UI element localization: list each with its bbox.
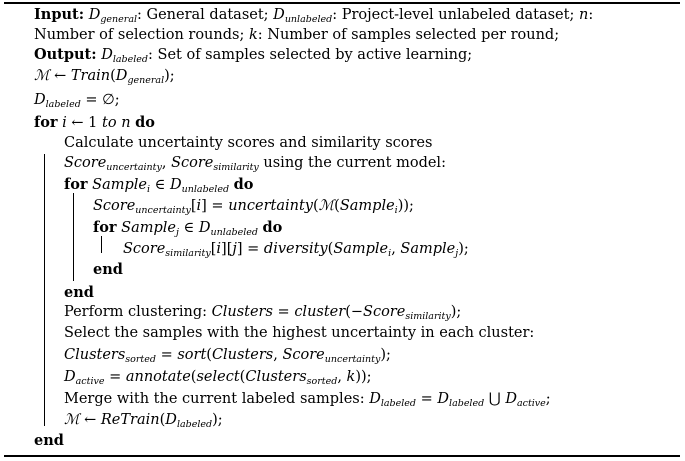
line-select — [64, 324, 534, 342]
output-text: Set of samples selected by active learning; — [157, 47, 473, 63]
kw-end-outer: end — [34, 432, 64, 449]
input-line-1: Input: $D_{general}$: General dataset; $D_{unlabeled}$: Project-level unlabeled dataset; n: — [34, 6, 594, 25]
line-for-sample-i: for Sample$_i$ ∈ $D_{unlabeled}$ do — [64, 176, 254, 195]
step-select: Select the samples with the highest uncertainty in each cluster: — [64, 325, 535, 341]
bottom-rule — [4, 455, 680, 457]
line-for-outer: for i ← 1 to n do — [34, 114, 155, 131]
kw-end-for-i: end — [64, 284, 94, 301]
line-annotate: $D_{active}$ = annotate(select(Clusters$_{sorted}$, k)); — [64, 369, 372, 387]
line-for-sample-j: for Sample$_j$ ∈ $D_{unlabeled}$ do — [93, 219, 283, 238]
indent-bar-inner-most — [101, 236, 102, 253]
step-calc: Calculate uncertainty scores and similarity scores — [64, 135, 433, 151]
top-rule — [4, 2, 680, 4]
step-merge: Merge with the current labeled samples: — [64, 391, 365, 407]
indent-bar-inner-for — [73, 193, 74, 281]
line-calc-2: Score$_{uncertainty}$, Score$_{similarity}$ using the current model: — [64, 155, 446, 173]
output-line: Output: $D_{labeled}$: Set of samples selected by active learning; — [34, 46, 473, 65]
kw-to: to — [102, 115, 117, 131]
input-text-4: Number of samples selected per round; — [267, 27, 560, 43]
line-uncertainty: Score$_{uncertainty}$[i] = uncertainty(ℳ(Sample$_i$)); — [93, 198, 414, 216]
kw-do-sample-j: do — [262, 219, 283, 236]
line-train: ℳ ← $Train(D_{general})$; — [34, 68, 175, 86]
output-label: Output — [34, 46, 92, 63]
line-sort: Clusters$_{sorted}$ = sort(Clusters, Score$_{uncertainty}$); — [64, 347, 391, 365]
kw-for-sample-i: for — [64, 176, 88, 193]
line-end-outer — [34, 432, 64, 450]
input-text-3: Number of selection rounds; — [34, 27, 245, 43]
input-label: Input — [34, 6, 79, 23]
input-text-2: Project-level unlabeled dataset; — [341, 7, 575, 23]
input-text-1: General dataset; — [146, 7, 269, 23]
line-calc — [64, 134, 432, 152]
step-calc-2: using the current model: — [263, 155, 446, 171]
kw-end-inner: end — [93, 261, 123, 278]
kw-do-sample-i: do — [233, 176, 254, 193]
kw-for-sample-j: for — [93, 219, 117, 236]
kw-do-outer: do — [135, 114, 155, 131]
input-line-2: Number of selection rounds; k: Number of samples selected per round; — [34, 27, 560, 43]
indent-bar-outer — [44, 154, 45, 426]
step-cluster: Perform clustering: — [64, 304, 208, 320]
line-end-for-i — [64, 284, 94, 302]
kw-for-outer: for — [34, 114, 58, 131]
line-retrain: ℳ ← $ReTrain(D_{labeled})$; — [64, 412, 223, 430]
line-init-labeled: $D_{labeled}$ = ∅; — [34, 92, 120, 110]
line-merge: Merge with the current labeled samples: $D_{labeled} = D_{labeled}$ ⋃ $D_{active}$; — [64, 391, 551, 409]
line-similarity: Score$_{similarity}$[i][j] = diversity(Sample$_i$, Sample$_j$); — [123, 241, 469, 259]
line-end-inner — [93, 261, 123, 279]
line-cluster: Perform clustering: Clusters = cluster(−Score$_{similarity}$); — [64, 304, 462, 322]
